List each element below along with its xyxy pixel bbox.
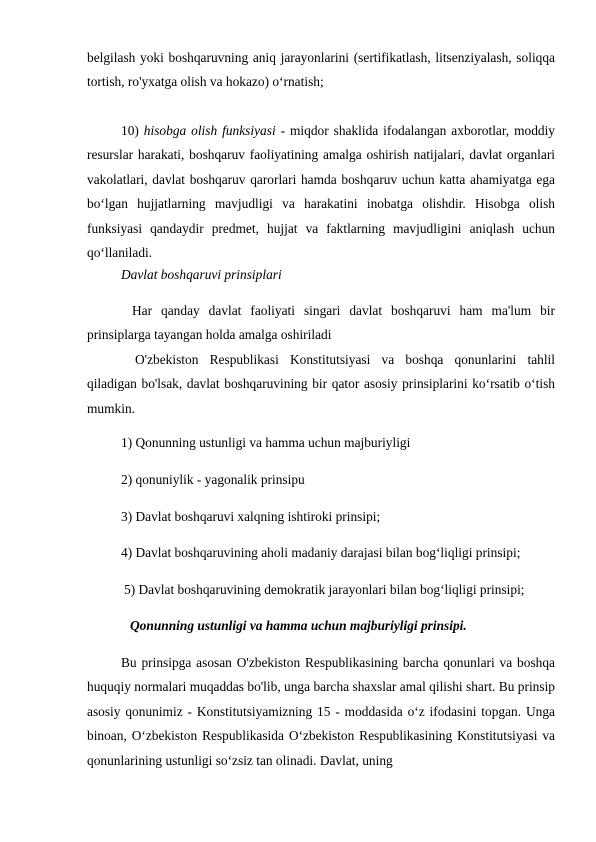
definition-text: - miqdor shaklida ifodalangan axborotlar, moddiy resurslar harakati, boshqaruv faoliyatining amalga oshirish natijalari, davlat organlari vakolatlari, davlat boshqaruv qarorlari hamda boshqaruv uchun katta ahamiyatga ega bo‘lgan hujjatlarning mavjudligi va harakatini inobatga olishdir. Hisobga olish funksiyasi qandaydir predmet, hujjat va faktlarning mavjudligini aniqlash uchun qo‘llaniladi. xyxy=(87,123,555,261)
term-accounting-function: hisobga olish funksiyasi xyxy=(143,123,276,138)
paragraph-intro: Har qanday davlat faoliyati singari davlat boshqaruvi ham ma'lum bir prinsiplarga tayangan holda amalga oshiriladi xyxy=(87,303,555,343)
principle-item: 2) qonuniylik - yagonalik prinsipu xyxy=(121,472,305,487)
principle-item: 4) Davlat boshqaruvining aholi madaniy darajasi bilan bog‘liqligi prinsipi; xyxy=(121,545,521,560)
paragraph-accounting-function xyxy=(87,119,555,265)
section-heading: Davlat boshqaruvi prinsiplari xyxy=(121,267,282,282)
principle-item: 3) Davlat boshqaruvi xalqning ishtiroki prinsipi; xyxy=(121,509,381,524)
paragraph-continuation: belgilash yoki boshqaruvning aniq jarayonlarini (sertifikatlash, litsenziyalash, soliqqa tortish, ro'yxatga olish va hokazo) o‘rnatish; xyxy=(87,50,555,90)
item-number: 10) xyxy=(121,123,144,138)
paragraph-constitution: O'zbekiston Respublikasi Konstitutsiyasi va boshqa qonunlarini tahlil qiladigan bo'lsak, davlat boshqaruvining bir qator asosiy prinsiplarini ko‘rsatib o‘tish mumkin. xyxy=(87,352,555,416)
principle-heading: Qonunning ustunligi va hamma uchun majburiyligi prinsipi. xyxy=(130,618,467,633)
paragraph-rule-of-law: Bu prinsipga asosan O'zbekiston Respublikasining barcha qonunlari va boshqa huquqiy normalari muqaddas bo'lib, unga barcha shaxslar amal qilishi shart. Bu prinsip asosiy qonunimiz - Konstitutsiyamizning 15 - moddasida o‘z ifodasini topgan. Unga binoan, O‘zbekiston Respublikasida O‘zbekiston Respublikasining Konstitutsiyasi va qonunlarining ustunligi so‘zsiz tan olinadi. Davlat, uning xyxy=(87,655,555,768)
principle-item: 1) Qonunning ustunligi va hamma uchun majburiyligi xyxy=(121,435,411,450)
principle-item: 5) Davlat boshqaruvining demokratik jarayonlari bilan bog‘liqligi prinsipi; xyxy=(124,582,525,597)
